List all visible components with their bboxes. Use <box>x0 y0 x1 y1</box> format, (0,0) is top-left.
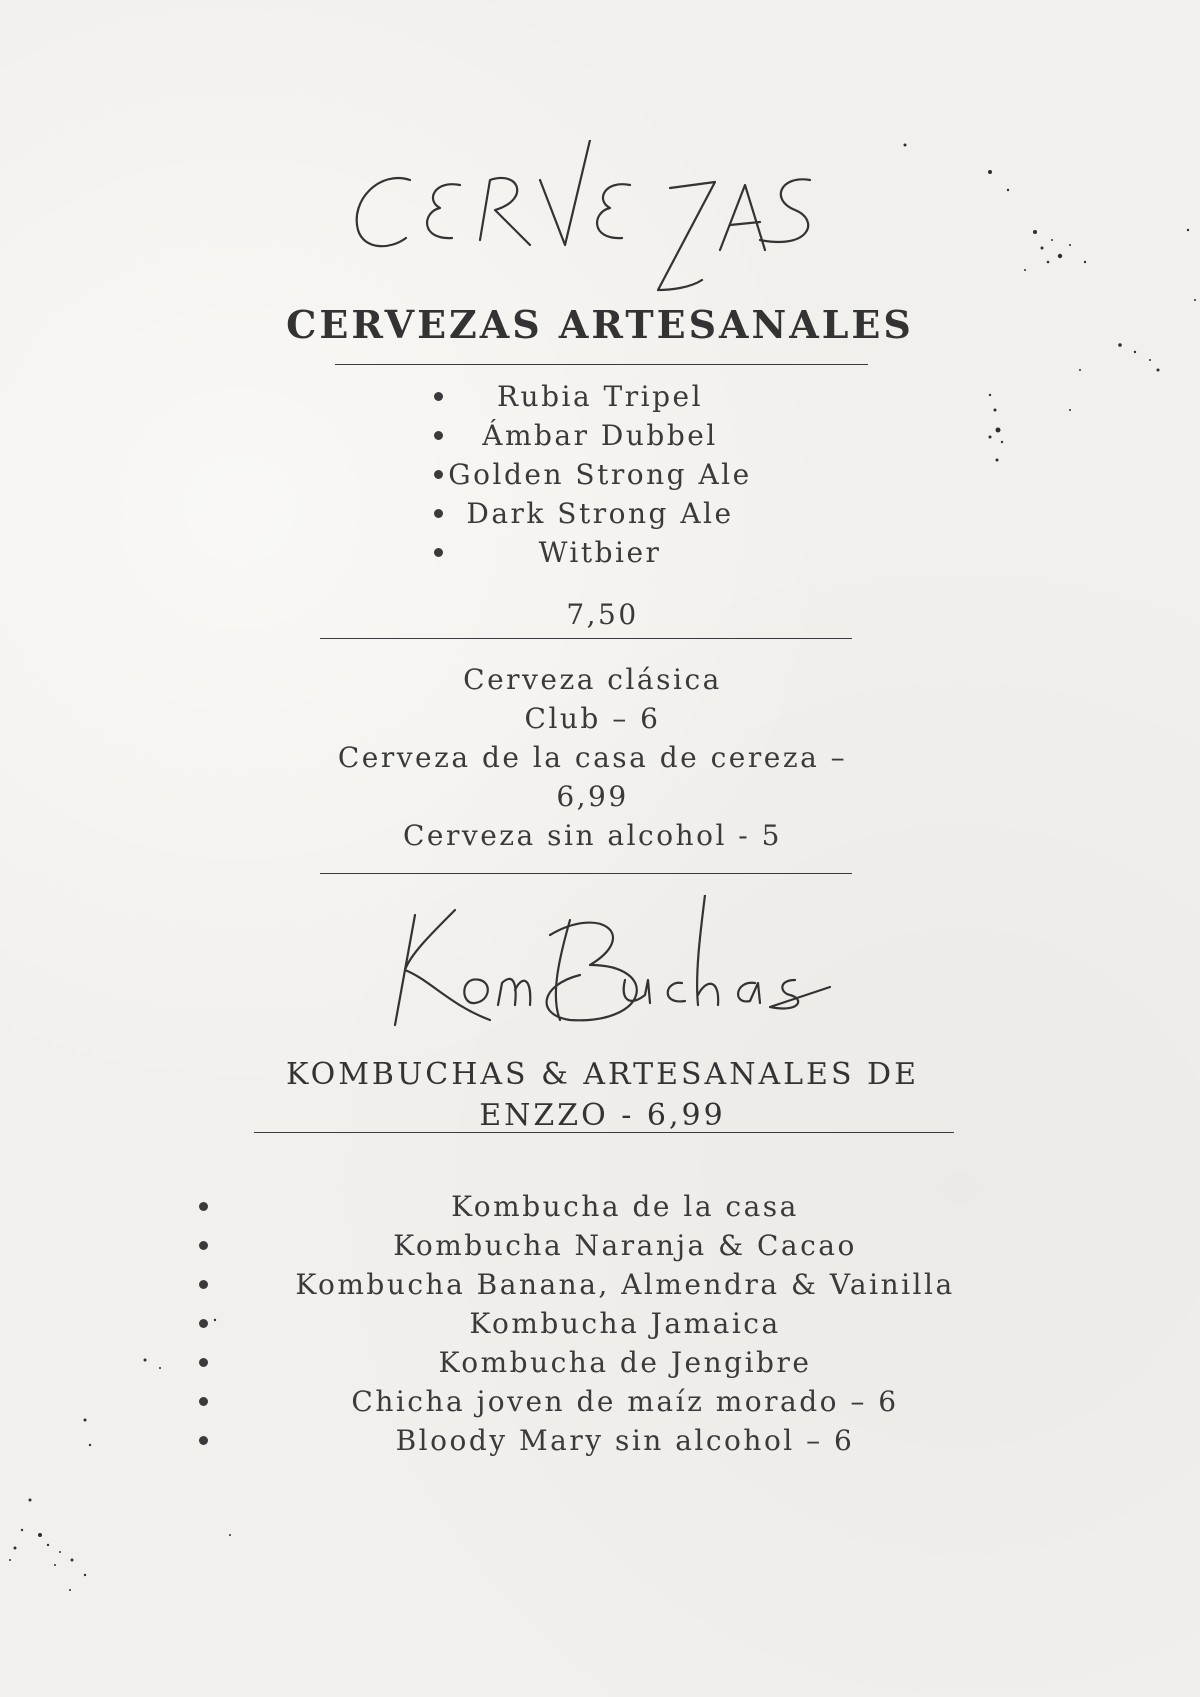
classic-beer-line: Cerveza sin alcohol - 5 <box>403 819 782 852</box>
divider-line <box>254 1132 954 1133</box>
list-item: Bloody Mary sin alcohol – 6 <box>0 1421 1200 1460</box>
classic-beer-line: Club – 6 <box>524 702 661 735</box>
cervezas-script-title <box>0 140 1200 300</box>
classic-beer-line: Cerveza de la casa de cereza – <box>337 741 848 774</box>
list-item: Witbier <box>0 533 1200 572</box>
list-item: Kombucha Jamaica <box>0 1304 1200 1343</box>
classic-beer-line: Cerveza clásica <box>463 663 722 696</box>
craft-beer-list <box>0 377 1200 572</box>
divider-line <box>320 873 852 874</box>
classic-beer-line: 6,99 <box>556 780 629 813</box>
kombucha-heading-line2: ENZZO - 6,99 <box>479 1098 726 1133</box>
divider-line <box>335 364 868 365</box>
cervezas-script-lettering <box>340 140 860 300</box>
list-item: Rubia Tripel <box>0 377 1200 416</box>
kombuchas-script-lettering <box>360 895 840 1035</box>
list-item: Chicha joven de maíz morado – 6 <box>0 1382 1200 1421</box>
list-item: Kombucha de la casa <box>0 1187 1200 1226</box>
list-item: Dark Strong Ale <box>0 494 1200 533</box>
craft-beer-price: 7,50 <box>566 598 639 631</box>
list-item: Kombucha de Jengibre <box>0 1343 1200 1382</box>
craft-beer-heading: CERVEZAS ARTESANALES <box>286 302 914 347</box>
divider-line <box>320 638 852 639</box>
kombucha-heading-line1: KOMBUCHAS & ARTESANALES DE <box>286 1057 919 1092</box>
kombuchas-script-title <box>0 895 1200 1035</box>
list-item: Golden Strong Ale <box>0 455 1200 494</box>
list-item: Kombucha Banana, Almendra & Vainilla <box>0 1265 1200 1304</box>
list-item: Ámbar Dubbel <box>0 416 1200 455</box>
list-item: Kombucha Naranja & Cacao <box>0 1226 1200 1265</box>
kombucha-list <box>0 1187 1200 1460</box>
